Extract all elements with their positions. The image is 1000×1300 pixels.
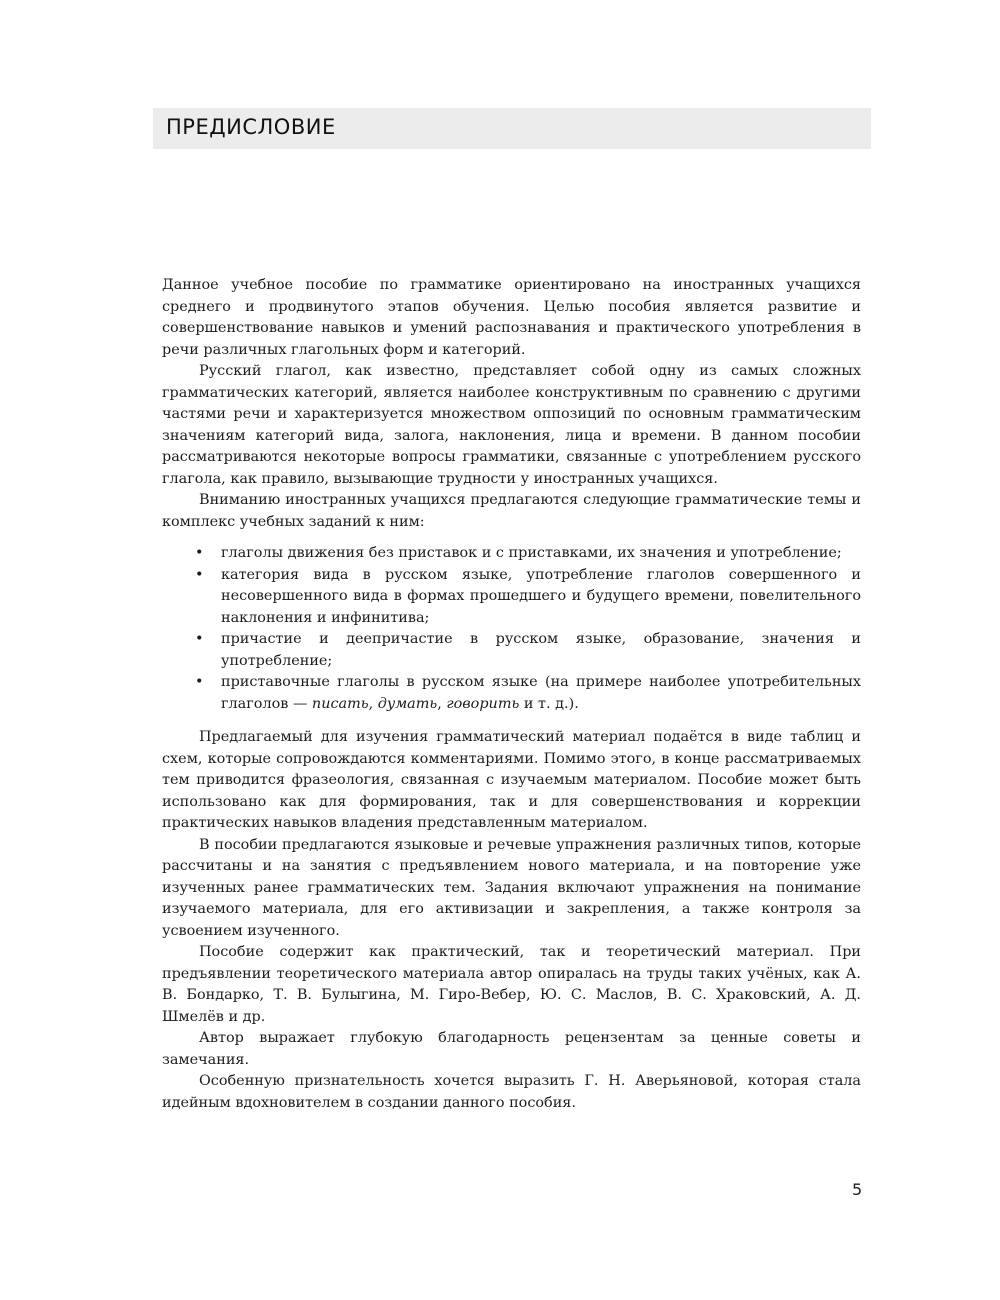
list-item-text: приставочные глаголы в русском языке (на примере наиболее употребительных глаголов —	[221, 674, 861, 712]
list-item-text: категория вида в русском языке, употребление глаголов совершенного и несовершенного вида в формах прошедшего и будущего времени, повелительного наклонения и инфинитива;	[221, 566, 861, 626]
list-item	[162, 565, 861, 630]
list-item	[162, 629, 861, 672]
page-number: 5	[852, 1180, 863, 1199]
separator: ,	[437, 695, 447, 712]
paragraph: В пособии предлагаются языковые и речевые упражнения различных типов, которые рассчитаны и на занятия с предъявлением нового материала, и на повторение уже изученных ранее грамматических тем. Задания включают упражнения на понимание изучаемого материала, для его активизации и закрепления, а также контроля за усвоением изученного.	[162, 836, 861, 939]
list-item-text: причастие и деепричастие в русском языке, образование, значения и употребление;	[221, 631, 861, 669]
example-verb: думать	[377, 695, 438, 712]
bullet-icon: •	[195, 566, 204, 583]
preface-body	[162, 275, 861, 1114]
bullet-icon: •	[195, 631, 204, 647]
example-verb: говорить	[446, 695, 520, 712]
bullet-icon: •	[195, 674, 204, 690]
paragraph: Русский глагол, как известно, представляет собой одну из самых сложных грамматических категорий, является наиболее конструктивным по сравнению с другими частями речи и характеризуется множеством оппозиций по основным грамматическим значениям категорий вида, залога, наклонения, лица и времени. В данном пособии рассматриваются некоторые вопросы грамматики, связанные с употреблением русского глагола, как правило, вызывающие трудности у иностранных учащихся.	[162, 363, 861, 487]
list-item	[162, 672, 861, 715]
list-item-text: и т. д.).	[519, 695, 579, 712]
paragraph: Особенную признательность хочется выразить Г. Н. Аверьяновой, которая стала идейным вдохновителем в создании данного пособия.	[162, 1073, 861, 1111]
paragraph: Пособие содержит как практический, так и теоретический материал. При предъявлении теоретического материала автор опиралась на труды таких учёных, как А. В. Бондарко, Т. В. Булыгина, М. Гиро-Вебер, Ю. С. Маслов, В. С. Храковский, А. Д. Шмелёв и др.	[162, 944, 861, 1025]
list-item-text: глаголы движения без приставок и с приставками, их значения и употребление;	[221, 545, 842, 561]
topics-list	[162, 543, 861, 715]
list-item	[162, 543, 861, 565]
heading-band	[153, 108, 871, 149]
paragraph: Вниманию иностранных учащихся предлагаются следующие грамматические темы и комплекс учебных заданий к ним:	[162, 492, 861, 530]
bullet-icon: •	[195, 545, 204, 561]
separator: ,	[368, 695, 378, 712]
page-title: ПРЕДИСЛОВИЕ	[166, 115, 336, 139]
example-verb: писать	[311, 695, 369, 712]
paragraph: Данное учебное пособие по грамматике ориентировано на иностранных учащихся среднего и продвинутого этапов обучения. Целью пособия является развитие и совершенствование навыков и умений распознавания и практического употребления в речи различных глагольных форм и категорий.	[162, 277, 861, 358]
paragraph: Автор выражает глубокую благодарность рецензентам за ценные советы и замечания.	[162, 1030, 861, 1068]
paragraph: Предлагаемый для изучения грамматический материал подаётся в виде таблиц и схем, которые сопровождаются комментариями. Помимо этого, в конце рассматриваемых тем приводится фразеология, связанная с изучаемым материалом. Пособие может быть использовано как для формирования, так и для совершенствования и коррекции практических навыков владения представленным материалом.	[162, 729, 861, 831]
